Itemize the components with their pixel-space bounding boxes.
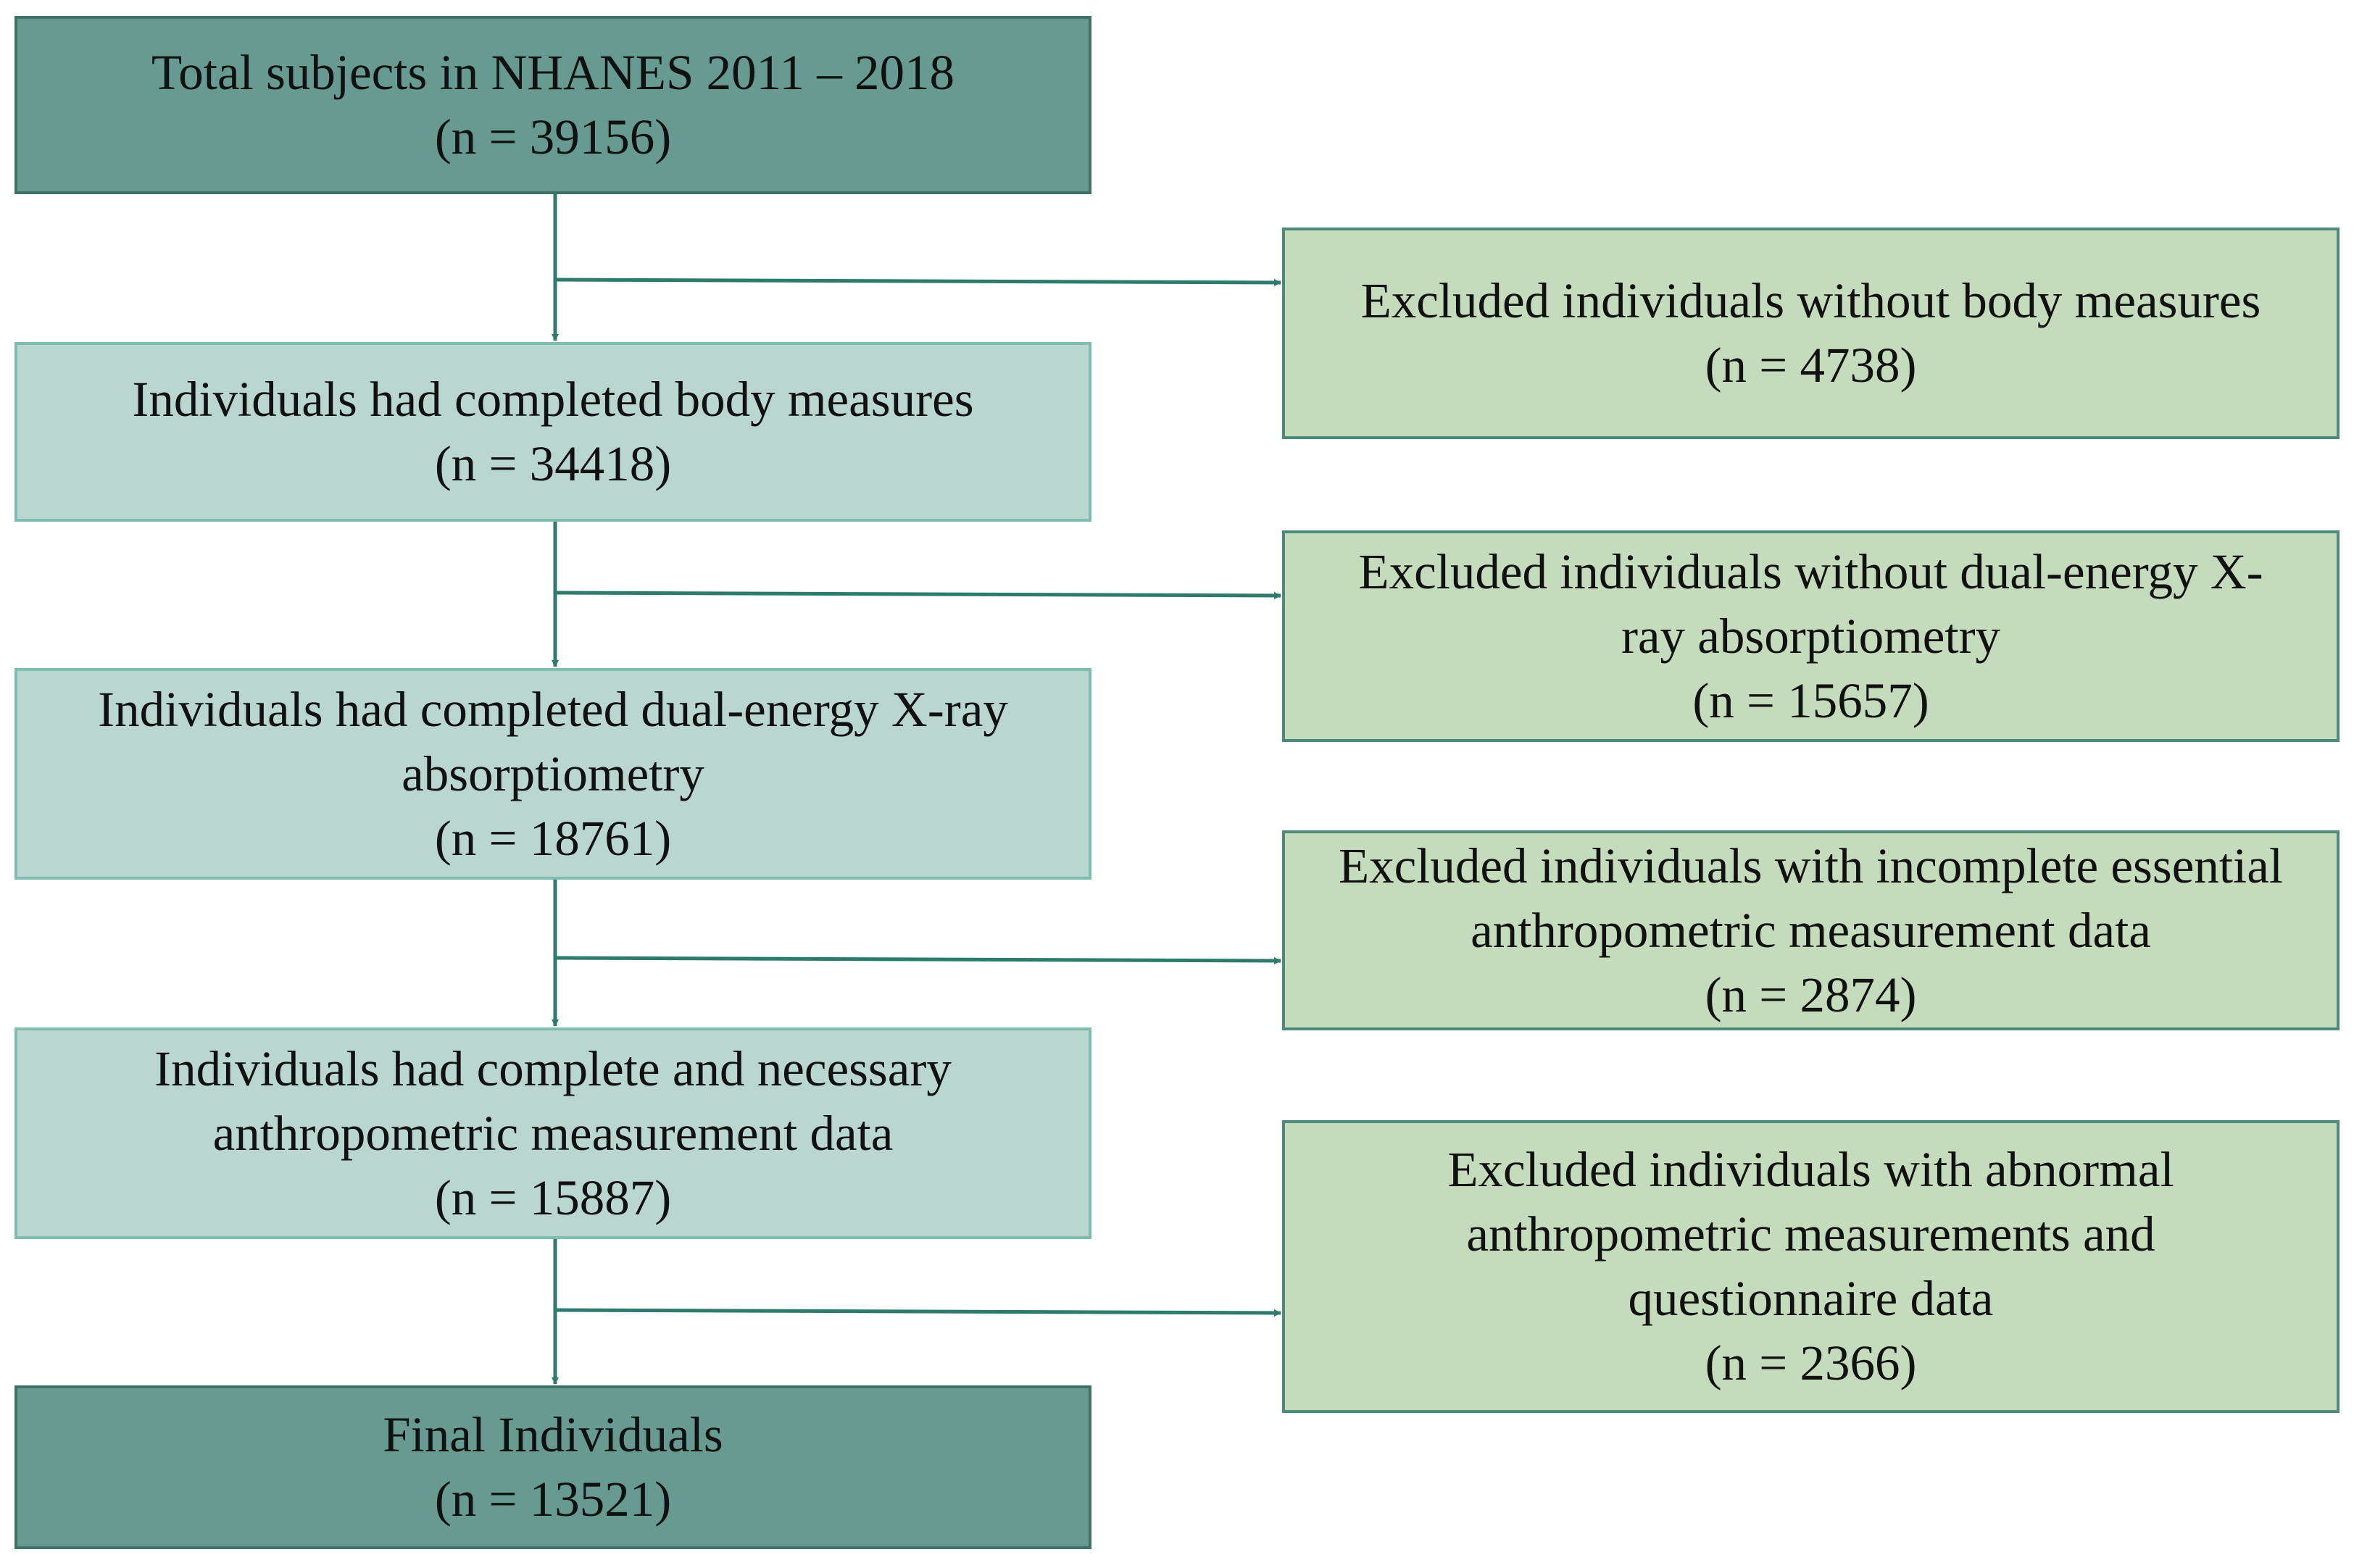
exclusion-dxa-count: (n = 15657) — [1692, 672, 1929, 728]
arrow-exclude-anthro — [555, 958, 1281, 961]
body-measures-title: Individuals had completed body measures — [132, 372, 974, 427]
dxa-title-line1: Individuals had completed dual-energy X-ray — [98, 681, 1008, 737]
body-measures-count: (n = 34418) — [434, 436, 672, 491]
body-measures-box — [14, 342, 1091, 522]
total-subjects-count: (n = 39156) — [434, 109, 672, 164]
dxa-box — [14, 668, 1091, 880]
exclusion-abnormal-line1: Excluded individuals with abnormal — [1447, 1142, 2174, 1197]
exclusion-body-measures-box — [1282, 228, 2340, 439]
exclusion-abnormal-line2: anthropometric measurements and — [1466, 1206, 2155, 1262]
anthropometric-title-line1: Individuals had complete and necessary — [154, 1041, 952, 1096]
arrow-exclude-body — [555, 280, 1281, 283]
exclusion-incomplete-anthro-line1: Excluded individuals with incomplete essential — [1338, 838, 2284, 893]
exclusion-abnormal-line3: questionnaire data — [1628, 1271, 1994, 1326]
final-individuals-count: (n = 13521) — [434, 1472, 672, 1527]
final-individuals-box — [14, 1385, 1091, 1549]
anthropometric-count: (n = 15887) — [434, 1169, 672, 1225]
dxa-title-line2: absorptiometry — [402, 746, 704, 801]
arrow-exclude-abnormal — [555, 1310, 1281, 1313]
exclusion-incomplete-anthro-box — [1282, 830, 2340, 1030]
exclusion-dxa-box — [1282, 530, 2340, 742]
dxa-count: (n = 18761) — [434, 810, 672, 866]
exclusion-incomplete-anthro-count: (n = 2874) — [1705, 967, 1917, 1022]
final-individuals-title: Final Individuals — [383, 1407, 723, 1462]
total-subjects-title: Total subjects in NHANES 2011 – 2018 — [151, 45, 955, 100]
total-subjects-box — [14, 16, 1091, 194]
exclusion-dxa-line2: ray absorptiometry — [1621, 608, 2001, 664]
anthropometric-title-line2: anthropometric measurement data — [212, 1105, 894, 1161]
anthropometric-box — [14, 1027, 1091, 1239]
exclusion-body-measures-title: Excluded individuals without body measures — [1360, 273, 2261, 328]
exclusion-incomplete-anthro-line2: anthropometric measurement data — [1471, 902, 2151, 958]
exclusion-abnormal-box — [1282, 1120, 2340, 1413]
exclusion-abnormal-count: (n = 2366) — [1705, 1335, 1917, 1390]
exclusion-body-measures-count: (n = 4738) — [1705, 338, 1917, 393]
arrow-exclude-dxa — [555, 593, 1281, 596]
exclusion-dxa-line1: Excluded individuals without dual-energy X- — [1358, 543, 2263, 599]
